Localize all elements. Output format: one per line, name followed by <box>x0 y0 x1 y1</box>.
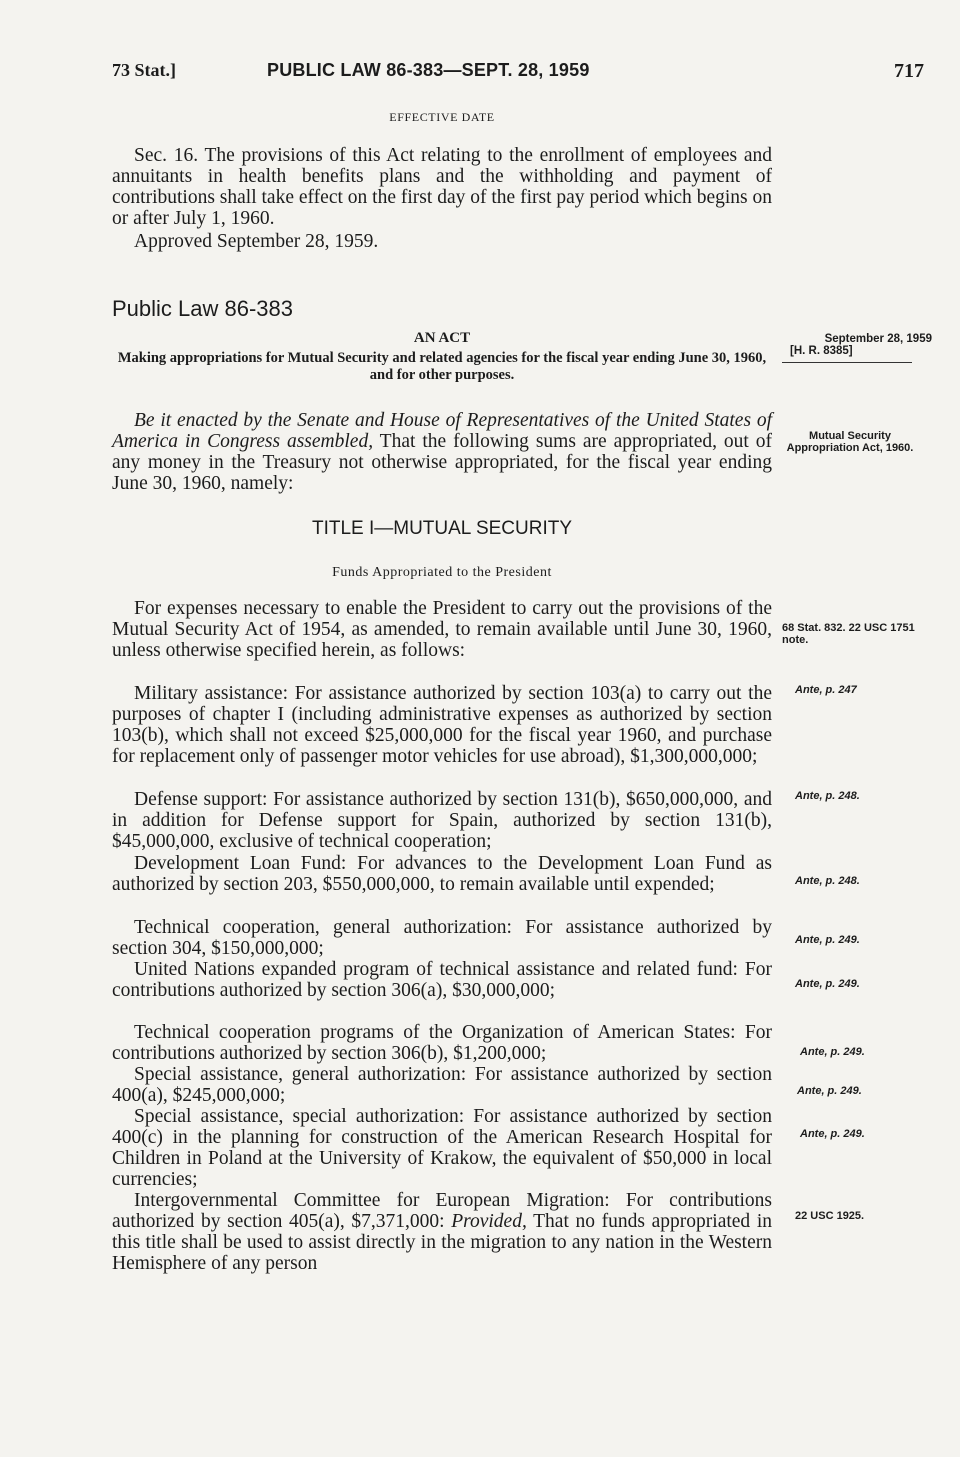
note-migration: 22 USC 1925. <box>795 1210 865 1222</box>
public-law-title: Public Law 86-383 <box>112 296 294 321</box>
section-lead: Sec. 16. <box>134 145 199 166</box>
title-one-subheading: Funds Appropriated to the President <box>332 565 552 580</box>
act-description: Making appropriations for Mutual Security and related agencies for the fiscal year ending June 30, 1960, and for other purposes. <box>117 350 767 383</box>
bill-note: [H. R. 8385] <box>790 345 853 357</box>
enacting-margin-note: Mutual Security Appropriation Act, 1960. <box>786 430 914 454</box>
note-special-special: Ante, p. 249. <box>800 1128 865 1140</box>
enacting-text: That the following sums are appropriated, out of any money in the Treasury not otherwise appropriated, for the fiscal year ending June 30, 1960, namely: <box>112 431 772 494</box>
enacting-italic: Be it enacted by the Senate and House of Representatives of the United States of America in Congress assembled, <box>112 410 772 452</box>
migration-text-before: Intergovernmental Committee for European Migration: For contributions authorized by section 405(a), $7,371,000: <box>112 1190 772 1232</box>
note-military: Ante, p. 247 <box>795 684 857 696</box>
note-technical: Ante, p. 249. <box>795 934 860 946</box>
paragraph-oas: Technical cooperation programs of the Organization of American States: For contributions authorized by section 306(b), $1,200,000; <box>112 1022 772 1064</box>
migration-text-after: That no funds appropriated in this title shall be used to assist directly in the migration to any nation in the Western Hemisphere of any person <box>112 1211 772 1274</box>
note-development: Ante, p. 248. <box>795 875 860 887</box>
migration-provided: Provided, <box>451 1211 527 1232</box>
paragraph-special-general: Special assistance, general authorization: For assistance authorized by section 400(a), $245,000,000; <box>112 1064 772 1106</box>
effective-date-heading: EFFECTIVE DATE <box>389 110 495 124</box>
running-header <box>112 60 924 90</box>
header-volume: 73 Stat.] <box>112 60 176 80</box>
paragraph-military: Military assistance: For assistance authorized by section 103(a) to carry out the purposes of chapter I (including administrative expenses as authorized by section 103(b), which shall not exceed $25,000,000 for the fiscal year 1960, and purchase for replacement only of passenger motor vehicles for use abroad), $1,300,000,000; <box>112 683 772 767</box>
note-oas: Ante, p. 249. <box>800 1046 865 1058</box>
note-un: Ante, p. 249. <box>795 978 860 990</box>
paragraph-defense: Defense support: For assistance authorized by section 131(b), $650,000,000, and in addition for Defense support for Spain, authorized by section 131(b), $45,000,000, exclusive of technical cooperation; <box>112 789 772 852</box>
act-heading: AN ACT <box>413 330 471 346</box>
enacting-clause <box>112 410 772 494</box>
margin-rule <box>782 362 912 363</box>
paragraph-un: United Nations expanded program of technical assistance and related fund: For contributions authorized by section 306(a), $30,000,000; <box>112 959 772 1001</box>
paragraph-special-special: Special assistance, special authorization: For assistance authorized by section 400(c) in the planning for construction of the American Research Hospital for Children in Poland at the University of Krakow, the equivalent of $50,000 in local currencies; <box>112 1106 772 1190</box>
header-title: PUBLIC LAW 86-383—SEPT. 28, 1959 <box>267 60 590 80</box>
title-one-heading: TITLE I—MUTUAL SECURITY <box>311 518 573 539</box>
approved-line: Approved September 28, 1959. <box>134 231 379 252</box>
section-16 <box>112 145 772 229</box>
note-intro: 68 Stat. 832. 22 USC 1751 note. <box>782 622 915 646</box>
note-special-general: Ante, p. 249. <box>797 1085 862 1097</box>
date-note: September 28, 1959 <box>824 333 932 345</box>
paragraph-migration <box>112 1190 772 1274</box>
note-defense: Ante, p. 248. <box>795 790 860 802</box>
paragraph-technical: Technical cooperation, general authorization: For assistance authorized by section 304, $150,000,000; <box>112 917 772 959</box>
page-number: 717 <box>894 60 924 82</box>
paragraph-development: Development Loan Fund: For advances to the Development Loan Fund as authorized by section 203, $550,000,000, to remain available until expended; <box>112 853 772 895</box>
paragraph-intro: For expenses necessary to enable the President to carry out the provisions of the Mutual Security Act of 1954, as amended, to remain available until June 30, 1960, unless otherwise specified herein, as follows: <box>112 598 772 661</box>
section-text: The provisions of this Act relating to the enrollment of employees and annuitants in health benefits plans and the withholding and payment of contributions shall take effect on the first day of the first pay period which begins on or after July 1, 1960. <box>112 145 772 229</box>
date-margin-note <box>782 333 932 363</box>
